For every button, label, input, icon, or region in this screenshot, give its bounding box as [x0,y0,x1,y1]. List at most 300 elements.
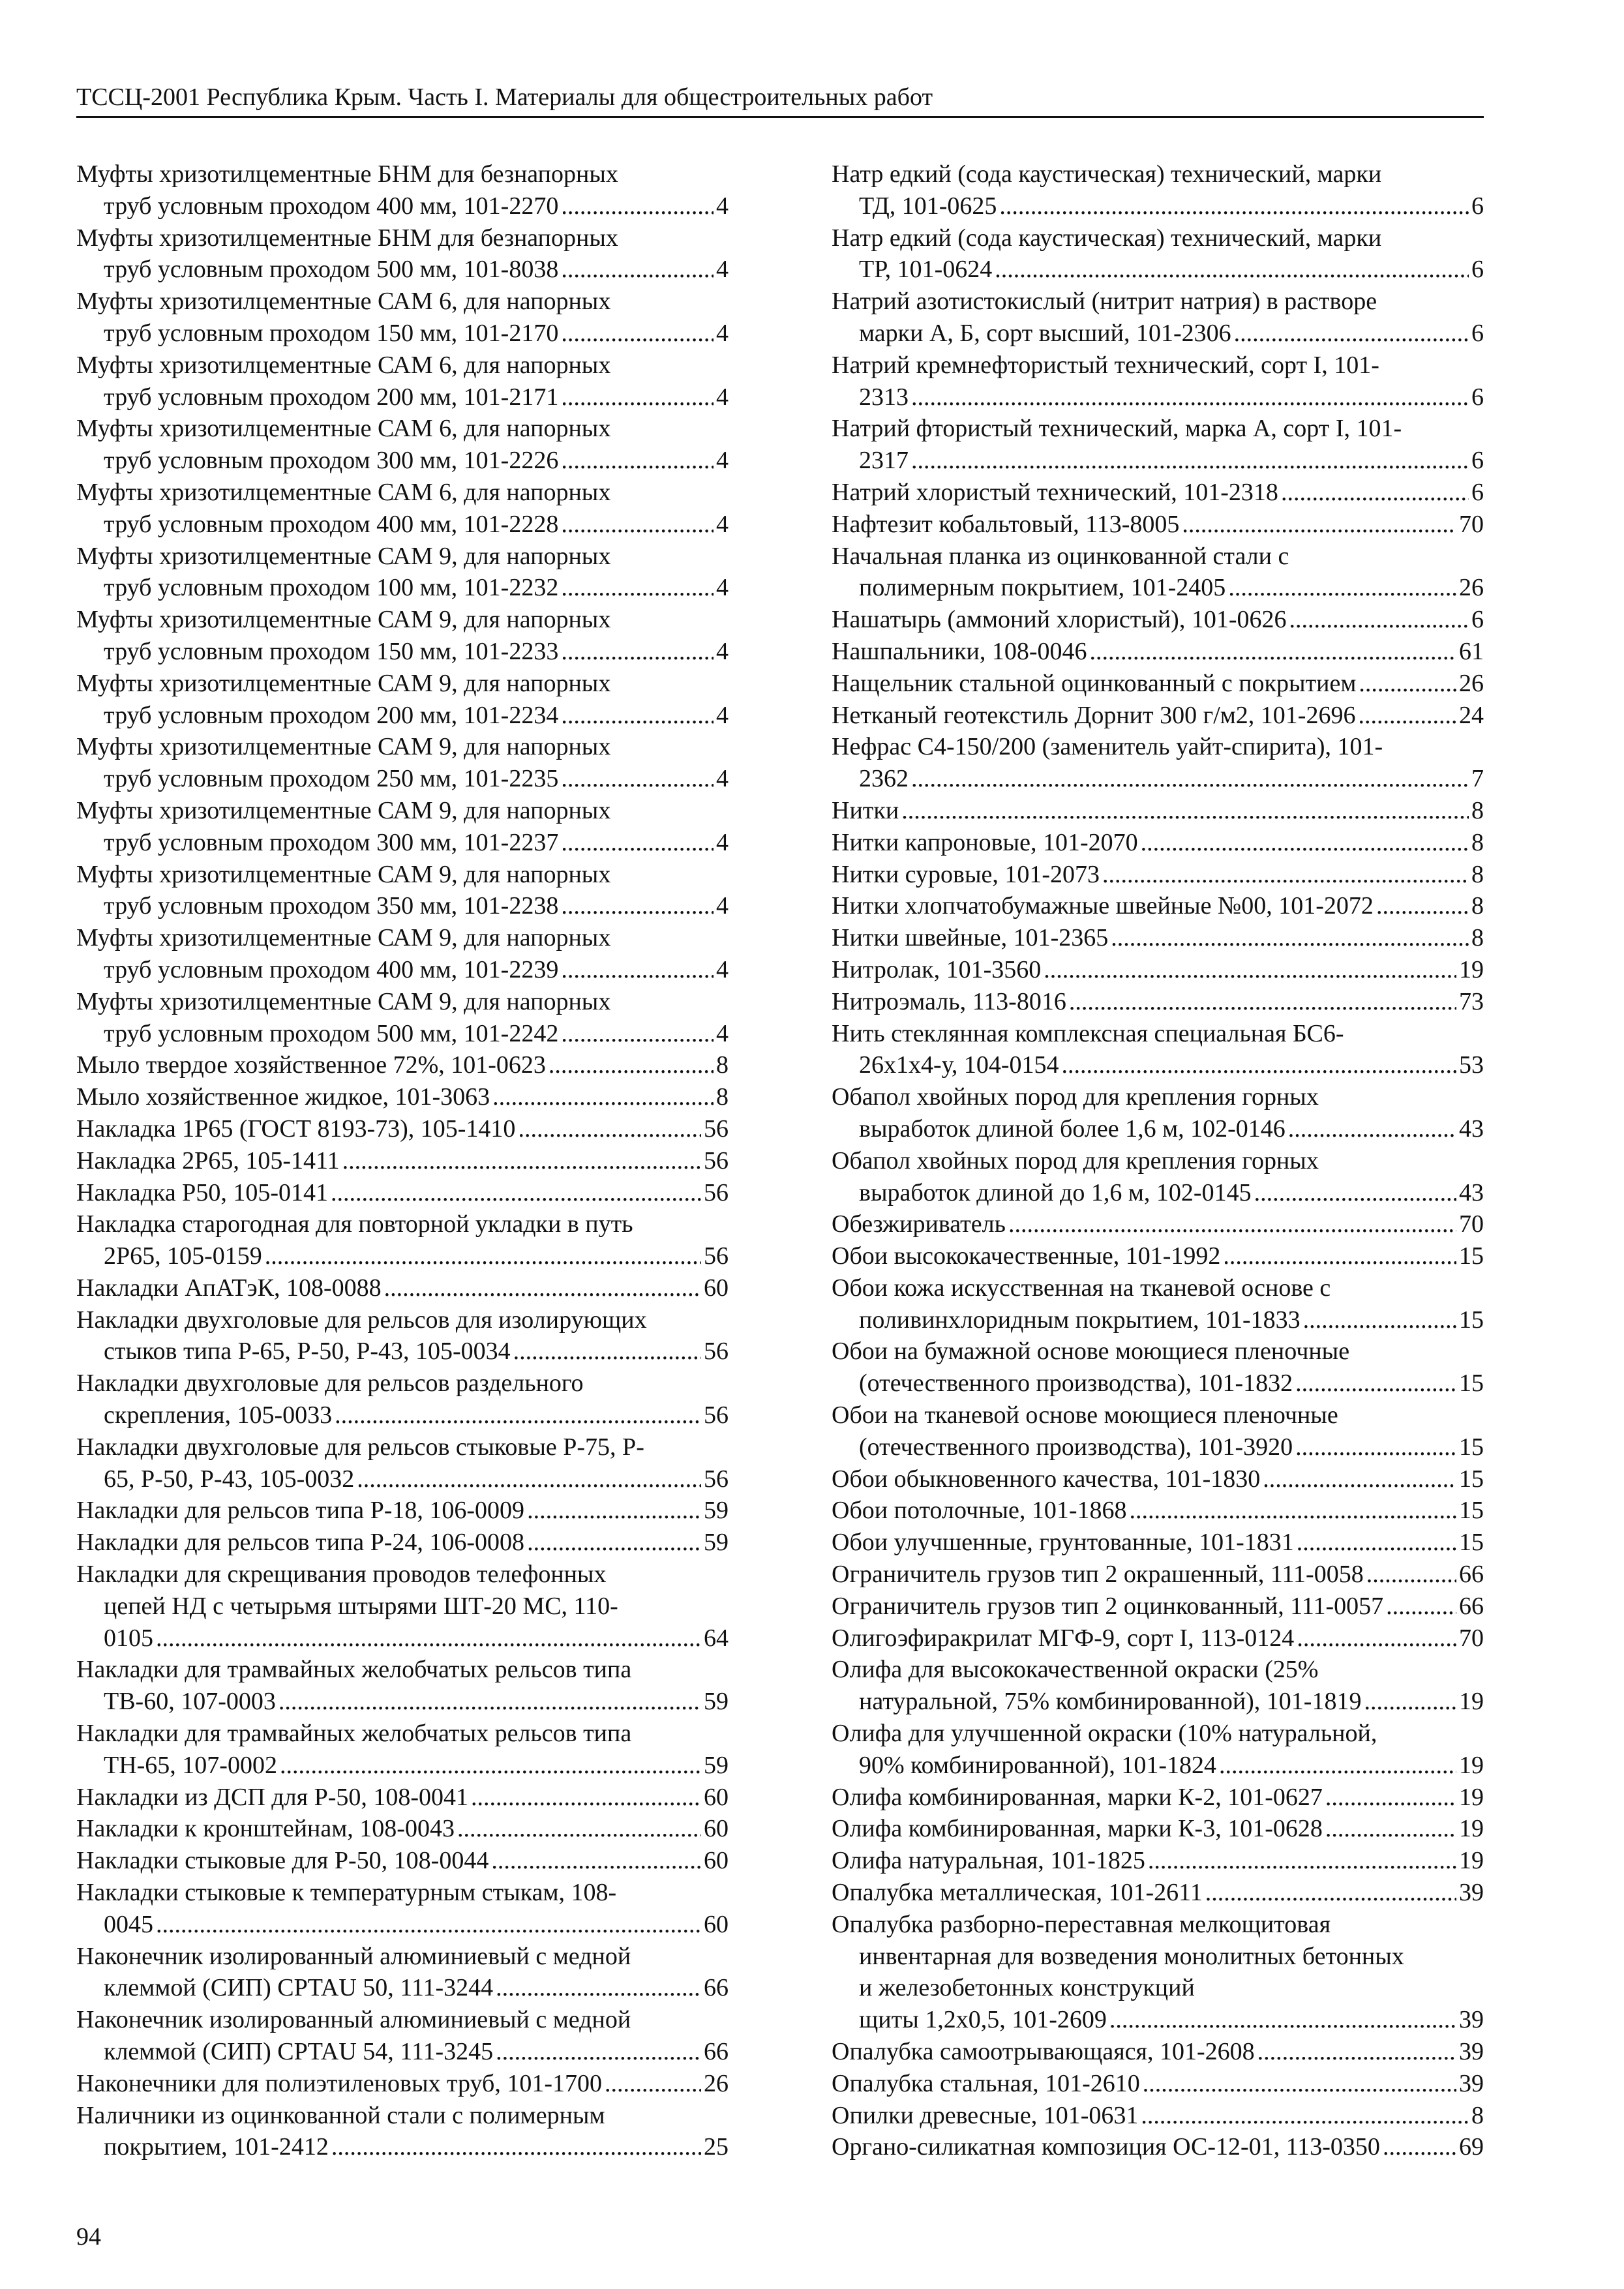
entry-page-number: 70 [1459,1210,1484,1238]
dot-leader [1281,477,1469,509]
entry-text-line: Олифа для высококачественной окраски (25% [832,1656,1319,1684]
entry-text-line: Накладки двухголовые для рельсов раздельного [76,1369,584,1398]
entry-text-line: Муфты хризотилцементные САМ 9, для напорных [76,924,611,952]
entry-text-line: труб условным проходом 150 мм, 101-2170 [104,319,559,347]
index-entry [76,2068,729,2100]
entry-text-line: Накладка старогодная для повторной укладки в путь [76,1210,633,1238]
dot-leader [496,2036,701,2068]
index-entry [832,604,1484,636]
entry-page-number: 59 [704,1751,729,1779]
dot-leader [1257,2036,1456,2068]
index-entry [832,890,1484,922]
dot-leader [1386,1591,1456,1623]
index-entry [832,1272,1484,1336]
entry-text-line: Муфты хризотилцементные САМ 9, для напорных [76,860,611,888]
index-entry [832,1559,1484,1591]
dot-leader [999,190,1469,222]
entry-page-number: 15 [1459,1369,1484,1398]
index-entry [76,922,729,986]
entry-page-number: 56 [704,1146,729,1174]
index-entry [76,286,729,350]
index-entry [76,222,729,286]
entry-text-line: и железобетонных конструкций [859,1974,1195,2002]
entry-text-line: труб условным проходом 350 мм, 101-2238 [104,892,559,920]
index-entry [832,1654,1484,1718]
entry-text-line: Нитки суровые, 101-2073 [832,860,1100,888]
entry-text-line: труб условным проходом 150 мм, 101-2233 [104,637,559,665]
index-entry [76,1113,729,1145]
index-entry [76,1941,729,2005]
index-entry [76,1782,729,1814]
index-entry [832,986,1484,1018]
entry-text-line: Натрий фтористый технический, марка А, сорт I, 101- [832,415,1402,443]
entry-page-number: 53 [1459,1051,1484,1079]
entry-page-number: 6 [1471,606,1484,634]
entry-text-line: Накладки для рельсов типа Р-24, 106-0008 [76,1529,525,1557]
dot-leader [1182,509,1456,541]
entry-text-line: Нашатырь (аммоний хлористый), 101-0626 [832,606,1287,634]
dot-leader [561,445,714,477]
entry-text-line: Обои высококачественные, 101-1992 [832,1242,1221,1270]
index-entry [76,477,729,541]
entry-text-line: Обои кожа искусственная на тканевой основе с [832,1274,1331,1302]
dot-leader [357,1463,701,1495]
entry-page-number: 6 [1471,192,1484,220]
entry-text-line: ТР, 101-0624 [859,256,993,284]
entry-page-number: 19 [1459,1815,1484,1843]
dot-leader [1295,1431,1456,1463]
entry-page-number: 56 [704,1401,729,1429]
index-entry [76,1527,729,1559]
index-entry [76,1208,729,1272]
dot-leader [1383,2131,1456,2163]
index-entry [832,1782,1484,1814]
index-entry [832,1240,1484,1272]
dot-leader [561,190,714,222]
entry-text-line: труб условным проходом 500 мм, 101-2242 [104,1019,559,1047]
entry-page-number: 69 [1459,2133,1484,2161]
entry-text-line: Нитролак, 101-3560 [832,955,1042,983]
entry-page-number: 19 [1459,955,1484,983]
entry-text-line: труб условным проходом 500 мм, 101-8038 [104,256,559,284]
dot-leader [549,1049,714,1081]
entry-page-number: 43 [1459,1178,1484,1206]
entry-page-number: 56 [704,1178,729,1206]
dot-leader [1364,1686,1456,1718]
dot-leader [1219,1750,1456,1782]
entry-text-line: Нефрас С4-150/200 (заменитель уайт-спирита), 101- [832,733,1383,761]
entry-text-line: Обои обыкновенного качества, 101-1830 [832,1465,1261,1493]
entry-text-line: труб условным проходом 250 мм, 101-2235 [104,765,559,793]
entry-text-line: ТН-65, 107-0002 [104,1751,277,1779]
entry-text-line: Нашпальники, 108-0046 [832,637,1087,665]
entry-page-number: 15 [1459,1465,1484,1493]
dot-leader [995,254,1469,286]
entry-page-number: 66 [704,1974,729,2002]
index-entry [832,859,1484,891]
dot-leader [1148,1845,1456,1877]
index-entry [76,541,729,605]
entry-page-number: 8 [1471,796,1484,824]
dot-leader [518,1113,701,1145]
index-entry [76,1304,729,1368]
entry-text-line: Нитроэмаль, 113-8016 [832,987,1066,1015]
entry-text-line: Муфты хризотилцементные САМ 9, для напорных [76,542,611,570]
index-entry [76,1877,729,1941]
entry-text-line: Нить стеклянная комплексная специальная БС6- [832,1019,1344,1047]
dot-leader [561,954,714,986]
dot-leader [1141,827,1469,859]
entry-text-line: 2317 [859,447,909,475]
entry-text-line: Нафтезит кобальтовый, 113-8005 [832,510,1180,538]
entry-text-line: Нетканый геотекстиль Дорнит 300 г/м2, 101-2696 [832,701,1356,729]
index-column-left [76,158,729,2163]
index-entry [832,1399,1484,1463]
index-entry [832,1813,1484,1845]
dot-leader [1069,986,1456,1018]
entry-text-line: Опалубка самоотрывающаяся, 101-2608 [832,2038,1255,2066]
entry-text-line: Начальная планка из оцинкованной стали с [832,542,1289,570]
dot-leader [1295,1368,1456,1399]
entry-page-number: 24 [1459,701,1484,729]
entry-text-line: полимерным покрытием, 101-2405 [859,574,1226,602]
index-entry [832,1845,1484,1877]
entry-page-number: 4 [716,574,729,602]
entry-text-line: ТВ-60, 107-0003 [104,1688,276,1716]
entry-page-number: 15 [1459,1433,1484,1461]
entry-page-number: 60 [704,1815,729,1843]
dot-leader [1359,668,1456,700]
dot-leader [561,636,714,668]
entry-text-line: труб условным проходом 400 мм, 101-2239 [104,955,559,983]
entry-page-number: 64 [704,1624,729,1652]
index-entry [832,1909,1484,2036]
entry-text-line: Нитки капроновые, 101-2070 [832,828,1138,856]
index-entry [76,1431,729,1495]
dot-leader [265,1240,701,1272]
dot-leader [1130,1495,1456,1527]
entry-page-number: 8 [1471,892,1484,920]
index-entry [832,477,1484,509]
entry-page-number: 66 [1459,1561,1484,1589]
index-entry [832,700,1484,732]
dot-leader [1234,318,1469,350]
entry-text-line: Ограничитель грузов тип 2 окрашенный, 111-0058 [832,1561,1364,1589]
entry-page-number: 4 [716,256,729,284]
entry-page-number: 4 [716,955,729,983]
index-entry [832,2036,1484,2068]
index-entry [832,1081,1484,1145]
entry-text-line: Наконечник изолированный алюминиевый с медной [76,1942,631,1970]
index-entry [76,350,729,413]
entry-page-number: 39 [1459,1879,1484,1907]
entry-text-line: Олифа комбинированная, марки К-2, 101-0627 [832,1783,1323,1811]
entry-page-number: 56 [704,1242,729,1270]
index-entry [76,1845,729,1877]
entry-text-line: Накладка 2Р65, 105-1411 [76,1146,340,1174]
entry-page-number: 60 [704,1910,729,1938]
entry-text-line: Обезжириватель [832,1210,1006,1238]
entry-page-number: 4 [716,765,729,793]
dot-leader [331,1177,701,1209]
dot-leader [1297,1527,1456,1559]
index-entry [832,2068,1484,2100]
index-entry [76,1654,729,1718]
entry-page-number: 59 [704,1529,729,1557]
index-entry [76,668,729,732]
index-entry [76,604,729,668]
index-entry [76,731,729,795]
index-entry [832,509,1484,541]
entry-text-line: Муфты хризотилцементные САМ 9, для напорных [76,606,611,634]
index-entry [76,1049,729,1081]
page-header: ТССЦ-2001 Республика Крым. Часть I. Материалы для общестроительных работ [76,82,1484,118]
entry-text-line: Муфты хризотилцементные БНМ для безнапорных [76,224,618,252]
dot-leader [1325,1782,1456,1814]
entry-text-line: Обапол хвойных пород для крепления горных [832,1083,1319,1111]
dot-leader [1141,2100,1469,2132]
dot-leader [156,1909,701,1941]
entry-text-line: Наличники из оцинкованной стали с полимерным [76,2101,605,2129]
entry-page-number: 6 [1471,256,1484,284]
entry-page-number: 15 [1459,1497,1484,1525]
dot-leader [561,700,714,732]
dot-leader [561,572,714,604]
index-entry [832,636,1484,668]
dot-leader [1288,1113,1456,1145]
dot-leader [1143,2068,1456,2100]
entry-text-line: Опалубка металлическая, 101-2611 [832,1879,1203,1907]
index-entry [76,1081,729,1113]
entry-page-number: 66 [1459,1592,1484,1620]
entry-text-line: Муфты хризотилцементные САМ 9, для напорных [76,987,611,1015]
entry-page-number: 4 [716,892,729,920]
dot-leader [1358,700,1456,732]
entry-text-line: 26х1х4-у, 104-0154 [859,1051,1059,1079]
entry-text-line: цепей НД с четырьмя штырями ШТ-20 МС, 110- [104,1592,618,1620]
entry-text-line: Муфты хризотилцементные САМ 6, для напорных [76,415,611,443]
entry-text-line: Натрий кремнефтористый технический, сорт I, 101- [832,351,1379,379]
entry-text-line: Обои на тканевой основе моющиеся пленочные [832,1401,1338,1429]
entry-page-number: 59 [704,1688,729,1716]
entry-page-number: 66 [704,2038,729,2066]
dot-leader [513,1336,701,1368]
index-entry [832,1208,1484,1240]
entry-text-line: выработок длиной более 1,6 м, 102-0146 [859,1115,1286,1143]
entry-text-line: Нитки хлопчатобумажные швейные №00, 101-2072 [832,892,1374,920]
entry-text-line: Ограничитель грузов тип 2 оцинкованный, 111-0057 [832,1592,1384,1620]
index-entry [76,1145,729,1177]
entry-page-number: 26 [1459,669,1484,697]
entry-page-number: 39 [1459,2006,1484,2034]
index-entry [832,1623,1484,1654]
entry-text-line: Накладка Р50, 105-0141 [76,1178,328,1206]
entry-page-number: 19 [1459,1847,1484,1875]
index-entry [832,541,1484,605]
entry-text-line: 2Р65, 105-0159 [104,1242,262,1270]
entry-text-line: натуральной, 75% комбинированной), 101-1819 [859,1688,1362,1716]
index-entry [832,1495,1484,1527]
entry-text-line: 65, Р-50, Р-43, 105-0032 [104,1465,355,1493]
entry-text-line: выработок длиной до 1,6 м, 102-0145 [859,1178,1252,1206]
entry-text-line: стыков типа Р-65, Р-50, Р-43, 105-0034 [104,1338,511,1366]
entry-text-line: труб условным проходом 300 мм, 101-2237 [104,828,559,856]
entry-text-line: Накладки стыковые к температурным стыкам, 108- [76,1879,617,1907]
entry-text-line: Натр едкий (сода каустическая) технический, марки [832,160,1382,188]
dot-leader [1044,954,1456,986]
dot-leader [561,890,714,922]
entry-text-line: инвентарная для возведения монолитных бетонных [859,1942,1404,1970]
index-entry [832,1463,1484,1495]
entry-text-line: Муфты хризотилцементные САМ 9, для напорных [76,669,611,697]
entry-page-number: 19 [1459,1688,1484,1716]
entry-page-number: 4 [716,383,729,411]
entry-page-number: 61 [1459,637,1484,665]
entry-text-line: Натр едкий (сода каустическая) технический, марки [832,224,1382,252]
index-entry [76,986,729,1050]
entry-page-number: 56 [704,1465,729,1493]
entry-page-number: 73 [1459,987,1484,1015]
entry-page-number: 43 [1459,1115,1484,1143]
entry-text-line: труб условным проходом 100 мм, 101-2232 [104,574,559,602]
entry-text-line: Муфты хризотилцементные САМ 6, для напорных [76,288,611,316]
dot-leader [561,318,714,350]
dot-leader [911,382,1469,413]
index-entry [76,1813,729,1845]
entry-text-line: Обои на бумажной основе моющиеся пленочные [832,1338,1350,1366]
entry-text-line: Олифа для улучшенной окраски (10% натуральной, [832,1720,1377,1748]
entry-text-line: покрытием, 101-2412 [104,2133,329,2161]
entry-text-line: Натрий хлористый технический, 101-2318 [832,478,1278,506]
entry-text-line: щиты 1,2х0,5, 101-2609 [859,2006,1107,2034]
index-entry [832,827,1484,859]
dot-leader [1366,1559,1456,1591]
dot-leader [335,1399,701,1431]
dot-leader [911,445,1469,477]
page-number: 94 [76,2223,101,2251]
entry-text-line: Накладки для рельсов типа Р-18, 106-0009 [76,1497,525,1525]
entry-text-line: Мыло хозяйственное жидкое, 101-3063 [76,1083,490,1111]
entry-text-line: Накладки из ДСП для Р-50, 108-0041 [76,1783,469,1811]
index-entry [76,413,729,477]
entry-page-number: 15 [1459,1529,1484,1557]
entry-text-line: (отечественного производства), 101-3920 [859,1433,1293,1461]
index-entry [76,2004,729,2068]
entry-text-line: Муфты хризотилцементные САМ 9, для напорных [76,733,611,761]
dot-leader [491,1845,701,1877]
entry-page-number: 4 [716,701,729,729]
index-entry [832,922,1484,954]
entry-text-line: Накладки для скрещивания проводов телефонных [76,1561,607,1589]
index-entry [76,1368,729,1431]
entry-text-line: Нитки [832,796,899,824]
dot-leader [911,763,1469,795]
index-entry [76,1272,729,1304]
entry-text-line: Накладки для трамвайных желобчатых рельсов типа [76,1720,632,1748]
entry-text-line: (отечественного производства), 101-1832 [859,1369,1293,1398]
dot-leader [496,1972,701,2004]
entry-page-number: 39 [1459,2069,1484,2097]
dot-leader [342,1145,701,1177]
entry-page-number: 15 [1459,1242,1484,1270]
entry-page-number: 59 [704,1497,729,1525]
entry-text-line: труб условным проходом 200 мм, 101-2171 [104,383,559,411]
entry-text-line: марки А, Б, сорт высший, 101-2306 [859,319,1231,347]
entry-text-line: ТД, 101-0625 [859,192,997,220]
dot-leader [1289,604,1469,636]
dot-leader [1090,636,1456,668]
entry-page-number: 8 [1471,2101,1484,2129]
entry-page-number: 26 [704,2069,729,2097]
entry-text-line: Муфты хризотилцементные БНМ для безнапорных [76,160,618,188]
dot-leader [492,1081,714,1113]
entry-page-number: 4 [716,1019,729,1047]
dot-leader [278,1686,701,1718]
index-entry [832,1527,1484,1559]
index-entry [76,1495,729,1527]
entry-page-number: 39 [1459,2038,1484,2066]
dot-leader [1325,1813,1456,1845]
entry-page-number: 4 [716,447,729,475]
index-entry [76,1177,729,1209]
entry-page-number: 6 [1471,447,1484,475]
index-entry [832,1145,1484,1209]
entry-text-line: 0105 [104,1624,153,1652]
entry-page-number: 8 [716,1051,729,1079]
entry-page-number: 4 [716,319,729,347]
index-entry [76,859,729,923]
entry-text-line: Олифа комбинированная, марки К-3, 101-0628 [832,1815,1323,1843]
entry-page-number: 6 [1471,383,1484,411]
entry-text-line: Накладки для трамвайных желобчатых рельсов типа [76,1656,632,1684]
entry-page-number: 7 [1471,765,1484,793]
dot-leader [1228,572,1456,604]
entry-text-line: Накладки двухголовые для рельсов для изолирующих [76,1306,647,1334]
entry-text-line: клеммой (СИП) CPTAU 54, 111-3245 [104,2038,494,2066]
index-entry [832,350,1484,413]
entry-text-line: Муфты хризотилцементные САМ 6, для напорных [76,478,611,506]
dot-leader [457,1813,701,1845]
dot-leader [901,795,1469,827]
entry-page-number: 8 [716,1083,729,1111]
entry-text-line: Нащельник стальной оцинкованный с покрытием [832,669,1357,697]
entry-text-line: Накладки стыковые для Р-50, 108-0044 [76,1847,489,1875]
entry-text-line: Муфты хризотилцементные САМ 6, для напорных [76,351,611,379]
entry-text-line: Олигоэфиракрилат МГФ-9, сорт I, 113-0124 [832,1624,1295,1652]
dot-leader [561,1018,714,1050]
index-entry [832,413,1484,477]
entry-text-line: Нитки швейные, 101-2365 [832,924,1109,952]
entry-text-line: Опалубка разборно-переставная мелкощитовая [832,1910,1331,1938]
index-entry [832,668,1484,700]
dot-leader [561,827,714,859]
index-entry [76,1718,729,1782]
index-entry [832,1718,1484,1782]
entry-text-line: 90% комбинированной), 101-1824 [859,1751,1216,1779]
dot-leader [1205,1877,1456,1909]
dot-leader [1008,1208,1456,1240]
entry-text-line: клеммой (СИП) CPTAU 50, 111-3244 [104,1974,494,2002]
dot-leader [384,1272,701,1304]
dot-leader [605,2068,701,2100]
index-entry [832,795,1484,827]
entry-text-line: Обапол хвойных пород для крепления горных [832,1146,1319,1174]
dot-leader [1223,1240,1456,1272]
entry-text-line: Обои улучшенные, грунтованные, 101-1831 [832,1529,1294,1557]
entry-text-line: Органо-силикатная композиция ОС-12-01, 113-0350 [832,2133,1380,2161]
entry-text-line: труб условным проходом 200 мм, 101-2234 [104,701,559,729]
entry-text-line: труб условным проходом 300 мм, 101-2226 [104,447,559,475]
